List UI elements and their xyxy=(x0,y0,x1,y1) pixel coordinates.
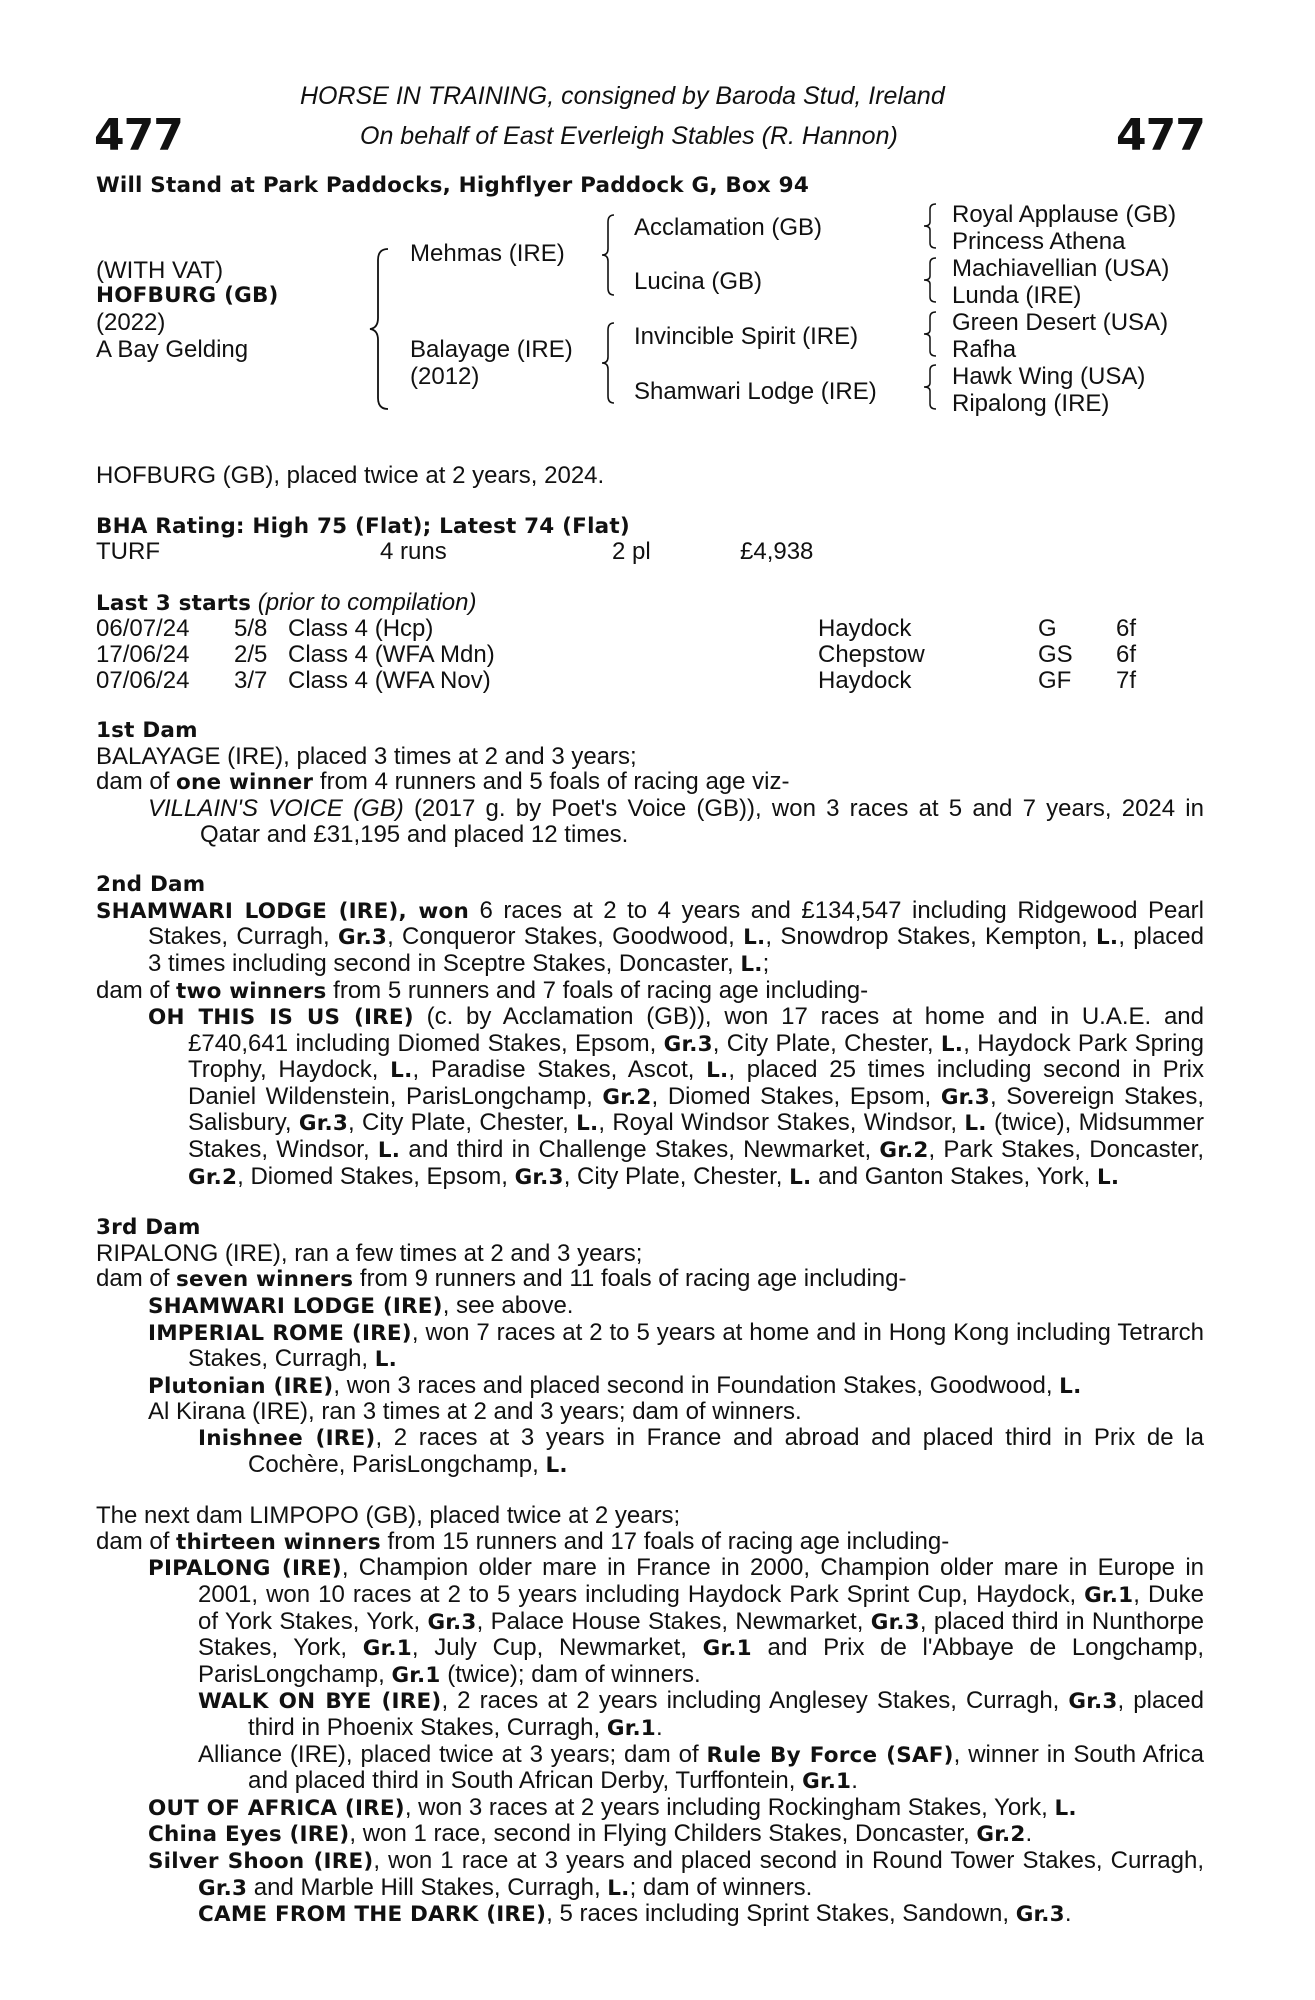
pedigree-dam: Balayage (IRE) xyxy=(410,336,573,363)
bha-rating-heading: BHA Rating: High 75 (Flat); Latest 74 (Flat) xyxy=(96,513,630,539)
last-start-date: 17/06/24 xyxy=(96,640,190,668)
pedigree-dam-dam: Shamwari Lodge (IRE) xyxy=(634,378,877,405)
pedigree-g3-brace-3 xyxy=(922,311,938,357)
pedigree-sire-sire: Acclamation (GB) xyxy=(634,214,823,241)
last-start-going: GF xyxy=(1038,666,1072,694)
pedigree-g3-brace-2 xyxy=(922,257,938,303)
last-start-dist: 7f xyxy=(1116,666,1137,694)
pedigree-dam-sire: Invincible Spirit (IRE) xyxy=(634,323,859,350)
last-start-going: GS xyxy=(1038,640,1073,668)
first-dam-produce-1: VILLAIN'S VOICE (GB) (2017 g. by Poet's Voice (GB)), won 3 races at 5 and 7 years, 2024 in Qatar and £31,195 and placed 12 times. xyxy=(148,794,1204,848)
last-start-course: Chepstow xyxy=(818,640,925,668)
second-dam-record: SHAMWARI LODGE (IRE), won 6 races at 2 to 4 years and £134,547 including Ridgewood Pearl Stakes, Curragh, Gr.3, Conqueror Stakes, Goodwood, L., Snowdrop Stakes, Kempton, L., placed 3 times including second in Sceptre Stakes, Doncaster, L.; xyxy=(96,896,1204,977)
last-start-dist: 6f xyxy=(1116,615,1137,643)
last-start-date: 06/07/24 xyxy=(96,615,190,643)
last-start-dist: 6f xyxy=(1116,640,1137,668)
pedigree-g3-brace-4 xyxy=(922,364,938,410)
last-starts-title: Last 3 starts xyxy=(96,590,252,616)
summary-line: HOFBURG (GB), placed twice at 2 years, 2024. xyxy=(96,462,605,489)
third-dam-grandproduce-1: Inishnee (IRE), 2 races at 3 years in France and abroad and placed third in Prix de la Cochère, ParisLongchamp, L. xyxy=(198,1424,1204,1478)
last-start-pos: 5/8 xyxy=(234,615,268,643)
pedigree-g3-6: Rafha xyxy=(952,336,1017,363)
last-start-course: Haydock xyxy=(818,615,912,643)
third-dam-heading: 3rd Dam xyxy=(96,1215,201,1241)
pedigree-g3-brace-1 xyxy=(922,203,938,249)
third-dam-produce-1: SHAMWARI LODGE (IRE), see above. xyxy=(148,1292,574,1320)
pedigree-main-brace xyxy=(368,248,392,410)
vat-note: (WITH VAT) xyxy=(96,257,224,284)
pedigree-sire-brace xyxy=(600,214,616,296)
location-line: Will Stand at Park Paddocks, Highflyer Paddock G, Box 94 xyxy=(96,173,810,198)
pedigree-g3-4: Lunda (IRE) xyxy=(952,282,1082,309)
next-dam-grandproduce-2: Alliance (IRE), placed twice at 3 years; dam of Rule By Force (SAF), winner in South Africa and placed third in South African Derby, Turffontein, Gr.1. xyxy=(198,1740,1204,1795)
next-dam-line-1: The next dam LIMPOPO (GB), placed twice at 2 years; xyxy=(96,1502,681,1530)
last-start-race: Class 4 (WFA Mdn) xyxy=(288,640,495,668)
last-starts-heading xyxy=(96,590,1204,617)
last-start-date: 07/06/24 xyxy=(96,666,190,694)
rating-placed: 2 pl xyxy=(612,538,651,566)
pedigree-g3-3: Machiavellian (USA) xyxy=(952,255,1170,282)
third-dam-produce-line: dam of seven winners from 9 runners and 11 foals of racing age including- xyxy=(96,1265,907,1293)
pedigree-g3-5: Green Desert (USA) xyxy=(952,309,1169,336)
second-dam-heading: 2nd Dam xyxy=(96,872,206,898)
last-start-row xyxy=(96,616,1176,642)
rating-surface: TURF xyxy=(96,538,160,566)
pedigree-g3-7: Hawk Wing (USA) xyxy=(952,363,1146,390)
next-dam-produce-4: Silver Shoon (IRE), won 1 race at 3 years and placed second in Round Tower Stakes, Curragh, Gr.3 and Marble Hill Stakes, Curragh, L.; dam of winners. xyxy=(148,1846,1204,1901)
third-dam-line-1: RIPALONG (IRE), ran a few times at 2 and 3 years; xyxy=(96,1239,643,1267)
pedigree-sire-dam: Lucina (GB) xyxy=(634,268,763,295)
first-dam-line-1: BALAYAGE (IRE), placed 3 times at 2 and 3 years; xyxy=(96,742,637,770)
lot-number-right: 477 xyxy=(1116,110,1205,161)
last-start-row xyxy=(96,668,1176,694)
next-dam-grandproduce-3: CAME FROM THE DARK (IRE), 5 races including Sprint Stakes, Sandown, Gr.3. xyxy=(198,1900,1072,1928)
horse-description: A Bay Gelding xyxy=(96,336,249,363)
next-dam-produce-3: China Eyes (IRE), won 1 race, second in Flying Childers Stakes, Doncaster, Gr.2. xyxy=(148,1820,1033,1848)
consignment-line: HORSE IN TRAINING, consigned by Baroda Stud, Ireland xyxy=(300,82,945,110)
last-start-race: Class 4 (Hcp) xyxy=(288,615,434,643)
behalf-line: On behalf of East Everleigh Stables (R. Hannon) xyxy=(360,122,898,150)
next-dam-grandproduce-1: WALK ON BYE (IRE), 2 races at 2 years including Anglesey Stakes, Curragh, Gr.3, placed third in Phoenix Stakes, Curragh, Gr.1. xyxy=(198,1687,1204,1741)
second-dam-produce-line: dam of two winners from 5 runners and 7 foals of racing age including- xyxy=(96,976,869,1004)
pedigree-dam-year: (2012) xyxy=(410,363,480,390)
rating-prize: £4,938 xyxy=(740,538,814,566)
rating-runs: 4 runs xyxy=(380,538,447,566)
last-starts-table xyxy=(96,616,1176,693)
first-dam-winners: one winner xyxy=(176,770,314,796)
first-dam-line-2: dam of one winner from 4 runners and 5 foals of racing age viz- xyxy=(96,768,790,796)
next-dam-produce-1: PIPALONG (IRE), Champion older mare in France in 2000, Champion older mare in Europe in 2001, won 10 races at 2 to 5 years including Haydock Park Sprint Cup, Haydock, Gr.1, Duke of York Stakes, York, Gr.3, Palace House Stakes, Newmarket, Gr.3, placed third in Nunthorpe Stakes, York, Gr.1, July Cup, Newmarket, Gr.1 and Prix de l'Abbaye de Longchamp, ParisLongchamp, Gr.1 (twice); dam of winners. xyxy=(148,1554,1204,1688)
second-dam-produce-1: OH THIS IS US (IRE) (c. by Acclamation (GB)), won 17 races at home and in U.A.E. and £740,641 including Diomed Stakes, Epsom, Gr.3, City Plate, Chester, L., Haydock Park Spring Trophy, Haydock, L., Paradise Stakes, Ascot, L., placed 25 times including second in Prix Daniel Wildenstein, ParisLongchamp, Gr.2, Diomed Stakes, Epsom, Gr.3, Sovereign Stakes, Salisbury, Gr.3, City Plate, Chester, L., Royal Windsor Stakes, Windsor, L. (twice), Midsummer Stakes, Windsor, L. and third in Challenge Stakes, Newmarket, Gr.2, Park Stakes, Doncaster, Gr.2, Diomed Stakes, Epsom, Gr.3, City Plate, Chester, L. and Ganton Stakes, York, L. xyxy=(148,1003,1205,1190)
horse-year: (2022) xyxy=(96,309,166,336)
last-start-going: G xyxy=(1038,615,1057,643)
third-dam-produce-3: Plutonian (IRE), won 3 races and placed second in Foundation Stakes, Goodwood, L. xyxy=(148,1371,1082,1399)
last-start-race: Class 4 (WFA Nov) xyxy=(288,666,491,694)
third-dam-produce-2: IMPERIAL ROME (IRE), won 7 races at 2 to 5 years at home and in Hong Kong including Tetrarch Stakes, Curragh, L. xyxy=(148,1318,1205,1373)
horse-name: HOFBURG (GB) xyxy=(96,283,279,308)
pedigree-g3-8: Ripalong (IRE) xyxy=(952,390,1110,417)
catalogue-body xyxy=(96,463,1204,1928)
first-dam-heading: 1st Dam xyxy=(96,718,198,744)
last-start-course: Haydock xyxy=(818,666,912,694)
last-start-row xyxy=(96,642,1176,668)
pedigree-g3-1: Royal Applause (GB) xyxy=(952,201,1177,228)
next-dam-produce-line: dam of thirteen winners from 15 runners and 17 foals of racing age including- xyxy=(96,1527,950,1555)
produce-name: VILLAIN'S VOICE (GB) xyxy=(148,794,404,822)
last-start-pos: 3/7 xyxy=(234,666,268,694)
pedigree-dam-brace xyxy=(600,322,616,404)
pedigree-g3-2: Princess Athena xyxy=(952,228,1126,255)
rating-row xyxy=(96,539,1204,565)
lot-number-left: 477 xyxy=(94,110,183,161)
next-dam-produce-2: OUT OF AFRICA (IRE), won 3 races at 2 years including Rockingham Stakes, York, L. xyxy=(148,1793,1077,1821)
pedigree-sire: Mehmas (IRE) xyxy=(410,240,565,267)
last-start-pos: 2/5 xyxy=(234,640,268,668)
third-dam-produce-4: Al Kirana (IRE), ran 3 times at 2 and 3 years; dam of winners. xyxy=(148,1398,802,1426)
last-starts-note: (prior to compilation) xyxy=(257,588,477,616)
